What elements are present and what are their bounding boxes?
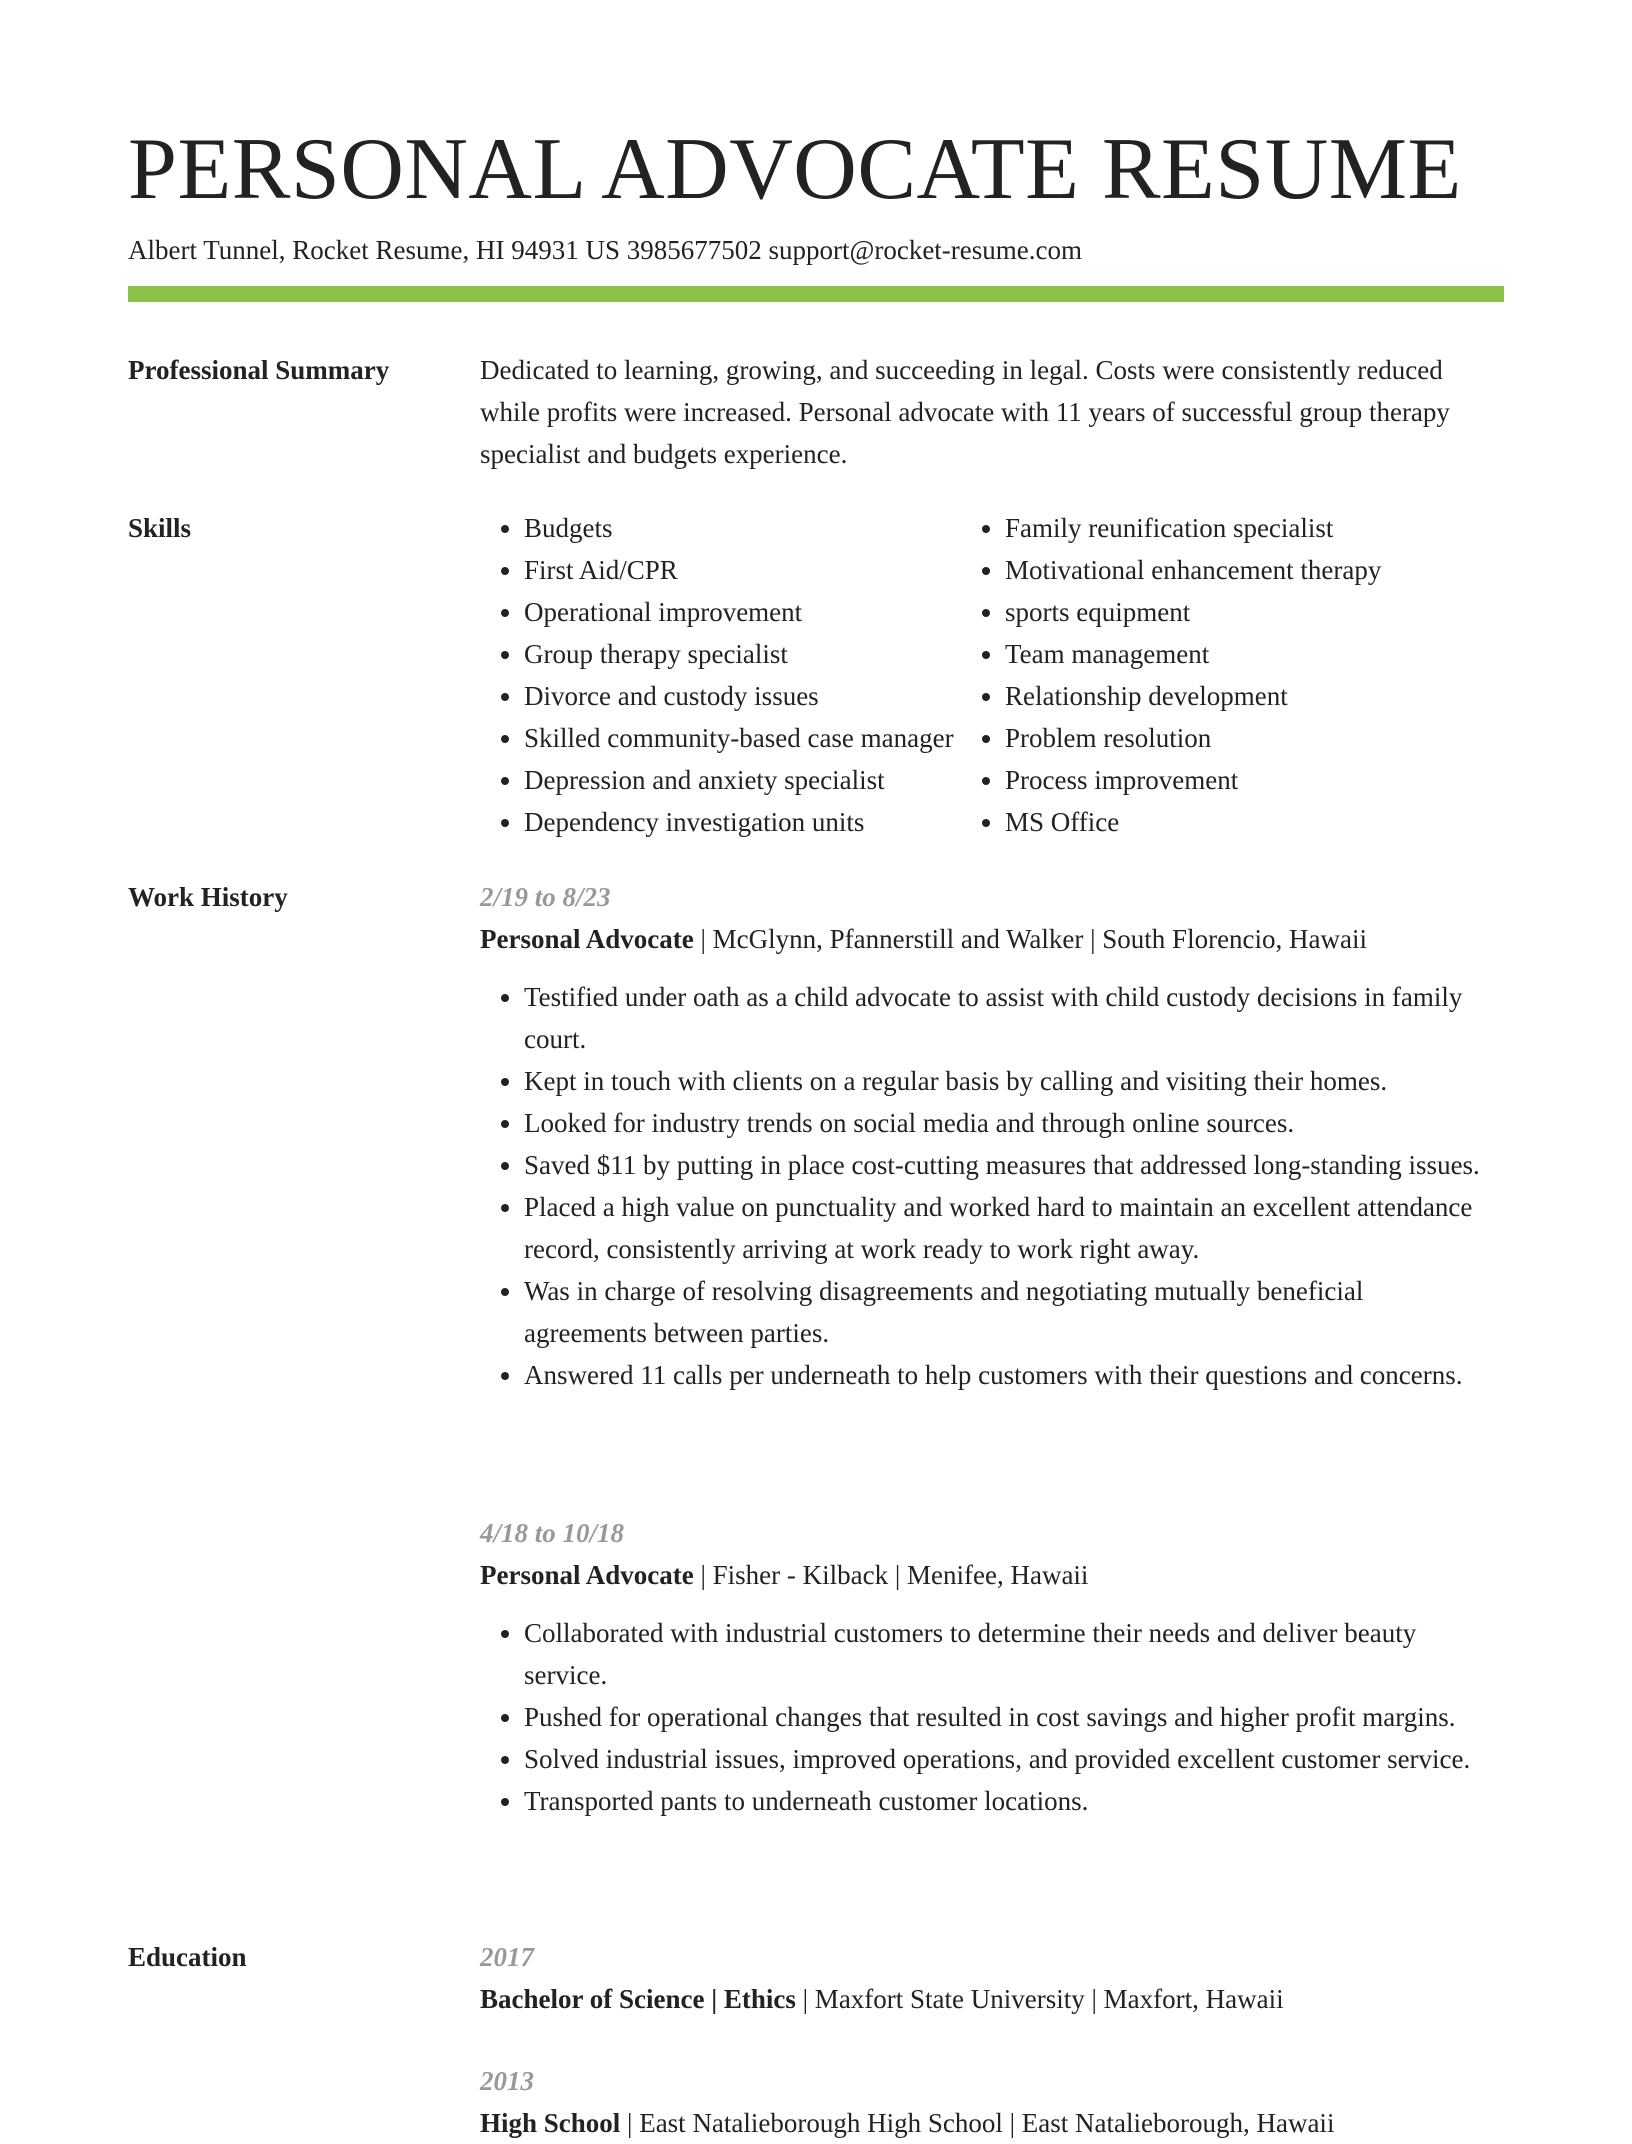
education-entry [480, 1936, 1480, 2020]
job-dates: 4/18 to 10/18 [480, 1518, 625, 1548]
section-label-work-history: Work History [128, 882, 288, 912]
job-bullet: • Transported pants to underneath customer locations. [524, 1780, 1480, 1822]
job-company-location: | McGlynn, Pfannerstill and Walker | South Florencio, Hawaii [693, 924, 1368, 954]
skill-item: • Divorce and custody issues [524, 675, 961, 717]
skill-item: • First Aid/CPR [524, 549, 961, 591]
skills-list-left [480, 507, 961, 843]
education-entry [480, 2060, 1480, 2144]
job-heading [480, 1554, 1480, 1596]
school-location: | Maxfort State University | Maxfort, Hawaii [795, 1984, 1284, 2014]
job-heading [480, 918, 1480, 960]
job-bullet: • Testified under oath as a child advocate to assist with child custody decisions in family court. [524, 976, 1480, 1060]
degree-title: High School [480, 2108, 621, 2138]
skill-item: • sports equipment [1005, 591, 1480, 633]
job-title: Personal Advocate [480, 924, 694, 954]
job-entry [480, 876, 1480, 1396]
section-label-education: Education [128, 1942, 247, 1972]
section-label-skills: Skills [128, 513, 192, 543]
skill-item: • MS Office [1005, 801, 1480, 843]
skill-item: • Depression and anxiety specialist [524, 759, 961, 801]
skill-item: • Motivational enhancement therapy [1005, 549, 1480, 591]
skill-item: • Family reunification specialist [1005, 507, 1480, 549]
skill-item: • Team management [1005, 633, 1480, 675]
skill-item: • Dependency investigation units [524, 801, 961, 843]
education-heading [480, 1978, 1480, 2020]
job-bullet: • Saved $11 by putting in place cost-cutting measures that addressed long-standing issues. [524, 1144, 1480, 1186]
skill-item: • Skilled community-based case manager [524, 717, 961, 759]
job-bullet: • Looked for industry trends on social media and through online sources. [524, 1102, 1480, 1144]
job-bullet: • Collaborated with industrial customers to determine their needs and deliver beauty service. [524, 1612, 1480, 1696]
skill-item: • Group therapy specialist [524, 633, 961, 675]
job-entry [480, 1512, 1480, 1822]
job-title: Personal Advocate [480, 1560, 694, 1590]
job-bullet: • Placed a high value on punctuality and worked hard to maintain an excellent attendance record, consistently arriving at work ready to work right away. [524, 1186, 1480, 1270]
job-bullet: • Was in charge of resolving disagreements and negotiating mutually beneficial agreements between parties. [524, 1270, 1480, 1354]
skill-item: • Budgets [524, 507, 961, 549]
summary-text: Dedicated to learning, growing, and succeeding in legal. Costs were consistently reduced while profits were increased. Personal advocate with 11 years of successful group therapy specialist and budgets experience. [480, 355, 1450, 469]
skill-item: • Operational improvement [524, 591, 961, 633]
job-bullet: • Answered 11 calls per underneath to help customers with their questions and concerns. [524, 1354, 1480, 1396]
job-company-location: | Fisher - Kilback | Menifee, Hawaii [693, 1560, 1089, 1590]
skill-item: • Problem resolution [1005, 717, 1480, 759]
job-bullet: • Pushed for operational changes that resulted in cost savings and higher profit margins. [524, 1696, 1480, 1738]
job-dates: 2/19 to 8/23 [480, 882, 611, 912]
header-divider [128, 286, 1504, 302]
degree-title: Bachelor of Science | Ethics [480, 1984, 796, 2014]
education-year: 2013 [480, 2066, 534, 2096]
skill-item: • Process improvement [1005, 759, 1480, 801]
education-heading [480, 2102, 1480, 2144]
resume-title: PERSONAL ADVOCATE RESUME [128, 121, 1462, 218]
job-bullet: • Solved industrial issues, improved operations, and provided excellent customer service. [524, 1738, 1480, 1780]
contact-line: Albert Tunnel, Rocket Resume, HI 94931 US 3985677502 support@rocket-resume.com [128, 235, 1083, 265]
skill-item: • Relationship development [1005, 675, 1480, 717]
school-location: | East Natalieborough High School | East Natalieborough, Hawaii [620, 2108, 1335, 2138]
job-bullet: • Kept in touch with clients on a regular basis by calling and visiting their homes. [524, 1060, 1480, 1102]
skills-list-right [961, 507, 1480, 843]
job-bullets [480, 1612, 1480, 1822]
section-label-summary: Professional Summary [128, 355, 390, 385]
job-bullets [480, 976, 1480, 1396]
education-year: 2017 [480, 1942, 534, 1972]
